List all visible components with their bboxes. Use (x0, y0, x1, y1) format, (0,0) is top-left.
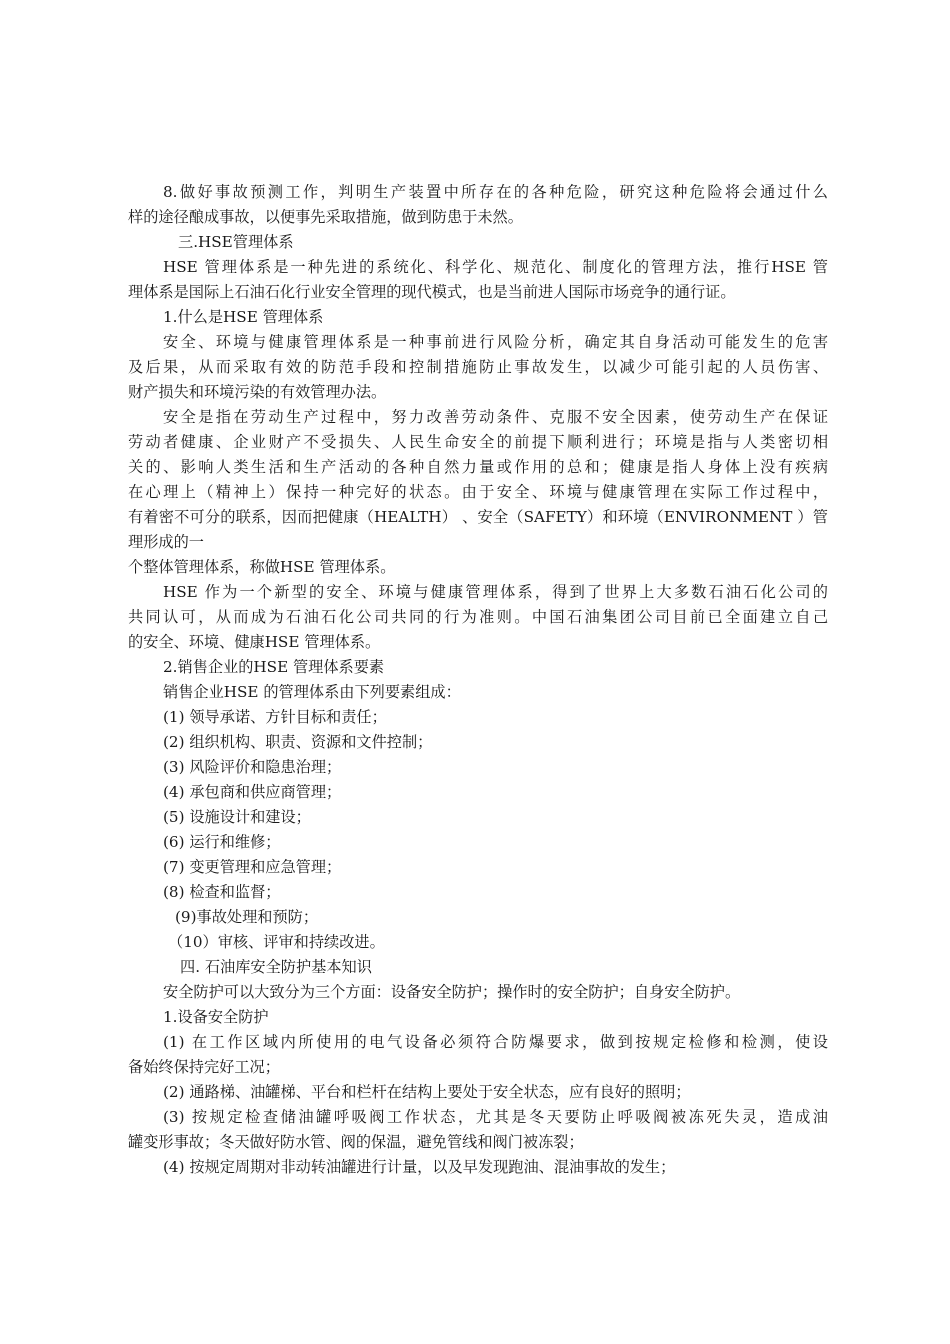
text-line: 及后果，从而采取有效的防范手段和控制措施防止事故发生，以减少可能引起的人员伤害、 (128, 358, 828, 376)
text-line: 罐变形事故；冬天做好防水管、阀的保温，避免管线和阀门被冻裂； (128, 1133, 584, 1151)
text-line: 安全是指在劳动生产过程中，努力改善劳动条件、克服不安全因素，使劳动生产在保证 (163, 408, 828, 426)
list-item: (2) 组织机构、职责、资源和文件控制； (163, 733, 433, 751)
text-line: 个整体管理体系，称做HSE 管理体系。 (128, 558, 396, 576)
list-item: (1) 在工作区域内所使用的电气设备必须符合防爆要求，做到按规定检修和检测，使设 (163, 1033, 828, 1051)
list-item: （10）审核、评审和持续改进。 (168, 933, 385, 951)
list-item: (2) 通路梯、油罐梯、平台和栏杆在结构上要处于安全状态，应有良好的照明； (163, 1083, 691, 1101)
list-item: (7) 变更管理和应急管理； (163, 858, 342, 876)
list-item: (3) 风险评价和隐患治理； (163, 758, 342, 776)
text-line: 8.做好事故预测工作，判明生产装置中所存在的各种危险，研究这种危险将会通过什么 (163, 183, 828, 201)
list-item: (6) 运行和维修； (163, 833, 281, 851)
text-line: 劳动者健康、企业财产不受损失、人民生命安全的前提下顺利进行；环境是指与人类密切相 (128, 433, 828, 451)
list-item: (9)事故处理和预防； (175, 908, 319, 926)
text-line: 在心理上（精神上）保持一种完好的状态。由于安全、环境与健康管理在实际工作过程中， (128, 483, 828, 501)
list-item: (4) 承包商和供应商管理； (163, 783, 342, 801)
text-line: 财产损失和环境污染的有效管理办法。 (128, 383, 387, 401)
text-line: 共同认可，从而成为石油石化公司共同的行为准则。中国石油集团公司目前已全面建立自己 (128, 608, 828, 626)
list-item: (3) 按规定检查储油罐呼吸阀工作状态，尤其是冬天要防止呼吸阀被冻死失灵，造成油 (163, 1108, 828, 1126)
text-line: 的安全、环境、健康HSE 管理体系。 (128, 633, 381, 651)
text-line: 安全防护可以大致分为三个方面：设备安全防护；操作时的安全防护；自身安全防护。 (163, 983, 741, 1001)
text-line: 有着密不可分的联系，因而把健康（HEALTH） 、安全（SAFETY）和环境（ENVIRONMENT ）管 (128, 508, 828, 526)
text-line: 理形成的一 (128, 533, 204, 551)
subsection-heading: 1.设备安全防护 (163, 1008, 269, 1026)
text-line: HSE 作为一个新型的安全、环境与健康管理体系，得到了世界上大多数石油石化公司的 (163, 583, 828, 601)
text-line: HSE 管理体系是一种先进的系统化、科学化、规范化、制度化的管理方法，推行HSE 管 (163, 258, 828, 276)
list-item: (8) 检查和监督； (163, 883, 281, 901)
text-line: 关的、影响人类生活和生产活动的各种自然力量或作用的总和；健康是指人身体上没有疾病 (128, 458, 828, 476)
text-line: 销售企业HSE 的管理体系由下列要素组成： (163, 683, 461, 701)
text-line: 样的途径酿成事故，以便事先采取措施，做到防患于未然。 (128, 208, 523, 226)
subsection-heading: 1.什么是HSE 管理体系 (163, 308, 324, 326)
list-item: (5) 设施设计和建设； (163, 808, 311, 826)
section-heading: 四. 石油库安全防护基本知识 (180, 958, 372, 976)
subsection-heading: 2.销售企业的HSE 管理体系要素 (163, 658, 385, 676)
list-item: (1) 领导承诺、方针目标和责任； (163, 708, 387, 726)
section-heading: 三.HSE管理体系 (178, 233, 294, 251)
text-line: 备始终保持完好工况； (128, 1058, 280, 1076)
text-line: 理体系是国际上石油石化行业安全管理的现代模式，也是当前进人国际市场竞争的通行证。 (128, 283, 736, 301)
text-line: 安全、环境与健康管理体系是一种事前进行风险分析，确定其自身活动可能发生的危害 (163, 333, 828, 351)
list-item: (4) 按规定周期对非动转油罐进行计量，以及早发现跑油、混油事故的发生； (163, 1158, 676, 1176)
